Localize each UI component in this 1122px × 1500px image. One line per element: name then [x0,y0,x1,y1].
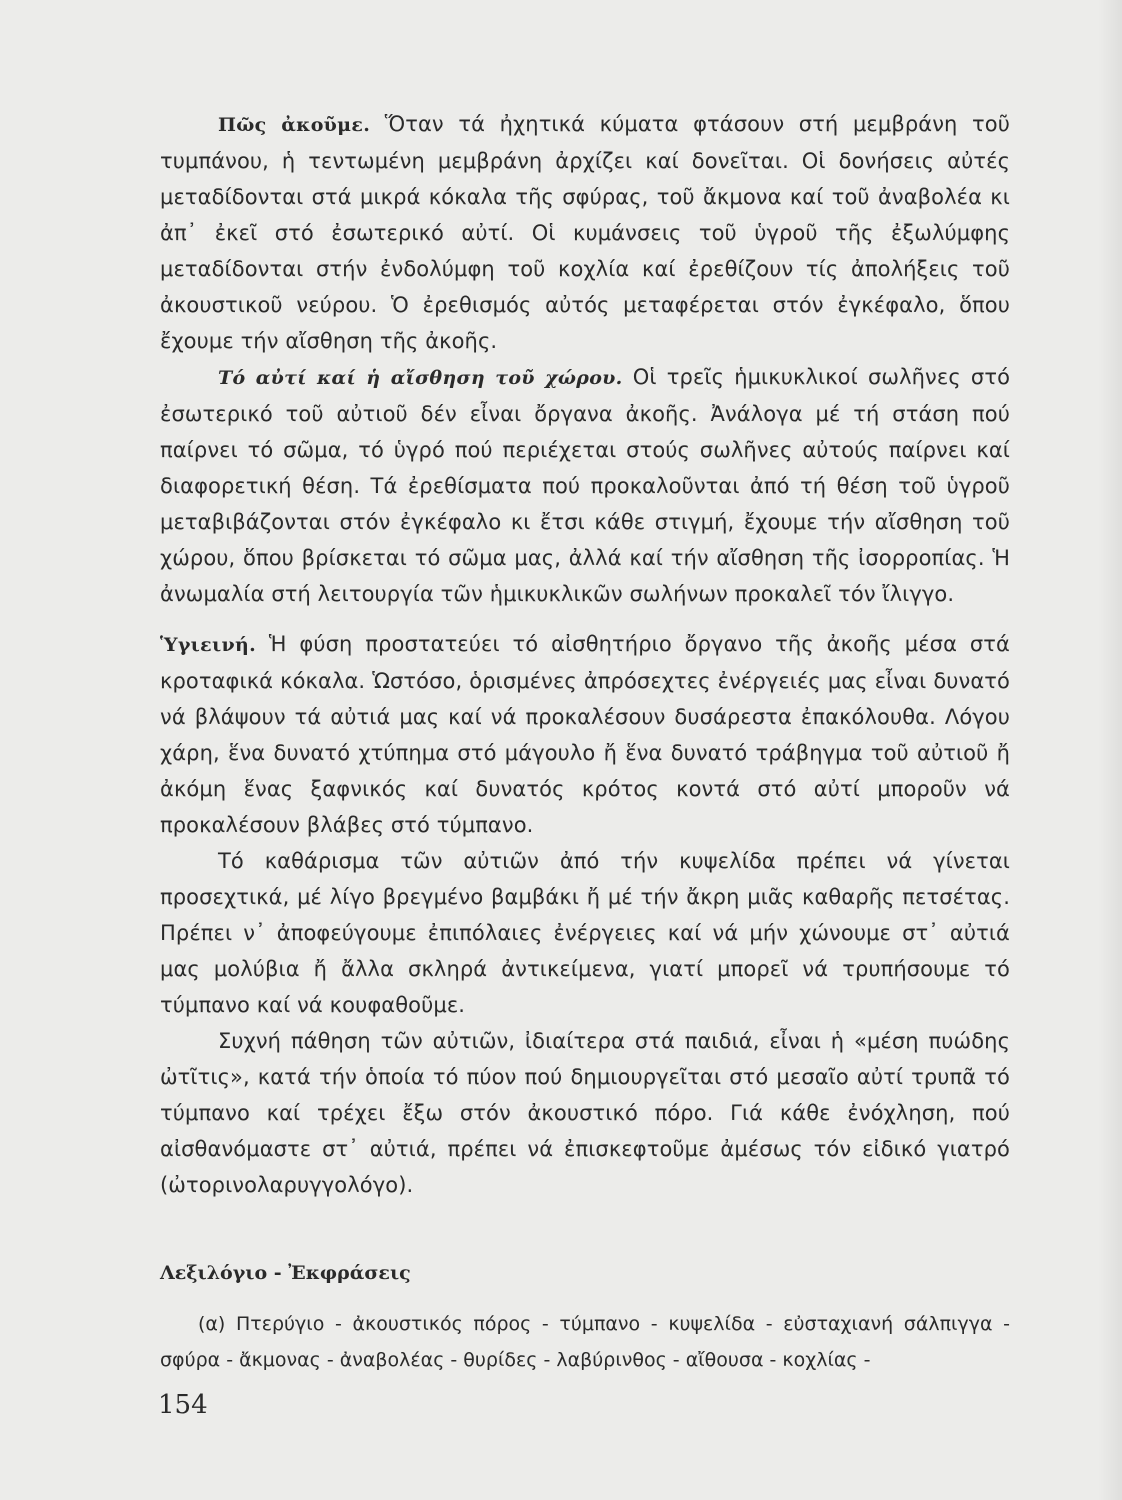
vocabulary-item-a: (α) Πτερύγιο - ἀκουστικός πόρος - τύμπανο - κυψελίδα - εὐσταχιανή σάλπιγγα - σφύρα - ἄκμονας - ἀναβολέας - θυρίδες - λαβύρινθος - αἴθουσα - κοχλίας - [160,1313,1010,1371]
paragraph-otitis: Συχνή πάθηση τῶν αὐτιῶν, ἰδιαίτερα στά παιδιά, εἶναι ἡ «μέση πυώδης ὠτῖτις», κατά τήν ὁποία τό πύον πού δημιουργεῖται στό μεσαῖο αὐτί τρυπᾶ τό τύμπανο καί τρέχει ἔξω στόν ἀκουστικό πόρο. Γιά κάθε ἐνόχληση, πού αἰσθανόμαστε στ᾽ αὐτιά, πρέπει νά ἐπισκεφτοῦμε ἀμέσως τόν εἰδικό γιατρό (ὠτορινολαρυγγολόγο). [160,1029,1010,1197]
paragraph-ear-cleaning: Τό καθάρισμα τῶν αὐτιῶν ἀπό τήν κυψελίδα πρέπει νά γίνεται προσεχτικά, μέ λίγο βρεγμένο βαμβάκι ἤ μέ τήν ἄκρη μιᾶς καθαρῆς πετσέτας. Πρέπει ν᾽ ἀποφεύγουμε ἐπιπόλαιες ἐνέργειες καί νά μήν χώνουμε στ᾽ αὐτιά μας μολύβια ἤ ἄλλα σκληρά ἀντικείμενα, γιατί μπορεῖ νά τρυπήσουμε τό τύμπανο καί νά κουφαθοῦμε. [160,849,1010,1017]
paragraph-hygiene [160,626,1010,843]
body-text [160,106,1010,1203]
text-ear-and-space: Οἱ τρεῖς ἡμικυκλικοί σωλῆνες στό ἐσωτερικό τοῦ αὐτιοῦ δέν εἶναι ὄργανα ἀκοῆς. Ἀνάλογα μέ τή στάση πού παίρνει τό σῶμα, τό ὑγρό πού περιέχεται στούς σωλῆνες αὐτούς παίρνει καί διαφορετική θέση. Τά ἐρεθίσματα πού προκαλοῦνται ἀπό τή θέση τοῦ ὑγροῦ μεταβιβάζονται στόν ἐγκέφαλο κι ἔτσι κάθε στιγμή, ἔχουμε τήν αἴσθηση τοῦ χώρου, ὅπου βρίσκεται τό σῶμα μας, ἀλλά καί τήν αἴσθηση τῆς ἰσορροπίας. Ἡ ἀνωμαλία στή λειτουργία τῶν ἡμικυκλικῶν σωλήνων προκαλεῖ τόν ἴλιγγο. [160,365,1011,606]
paragraph-ear-and-space [160,359,1010,612]
text-how-we-hear: Ὅταν τά ἠχητικά κύματα φτάσουν στή μεμβράνη τοῦ τυμπάνου, ἡ τεντωμένη μεμβράνη ἀρχίζει καί δονεῖται. Οἱ δονήσεις αὐτές μεταδίδονται στά μικρά κόκαλα τῆς σφύρας, τοῦ ἄκμονα καί τοῦ ἀναβολέα κι ἀπ᾽ ἐκεῖ στό ἐσωτερικό αὐτί. Οἱ κυμάνσεις τοῦ ὑγροῦ τῆς ἐξωλύμφης μεταδίδονται στήν ἐνδολύμφη τοῦ κοχλία καί ἐρεθίζουν τίς ἀπολήξεις τοῦ ἀκουστικοῦ νεύρου. Ὁ ἐρεθισμός αὐτός μεταφέρεται στόν ἐγκέφαλο, ὅπου ἔχουμε τήν αἴσθηση τῆς ἀκοῆς. [160,112,1010,353]
heading-hygiene: Ὑγιεινή. [160,634,257,656]
heading-ear-and-space: Τό αὐτί καί ἡ αἴσθηση τοῦ χώρου. [218,367,623,389]
text-hygiene: Ἡ φύση προστατεύει τό αἰσθητήριο ὄργανο τῆς ἀκοῆς μέσα στά κροταφικά κόκαλα. Ὡστόσο, ὁρισμένες ἀπρόσεχτες ἐνέργειές μας εἶναι δυνατό νά βλάψουν τά αὐτιά μας καί νά προκαλέσουν δυσάρεστα ἐπακόλουθα. Λόγου χάρη, ἕνα δυνατό χτύπημα στό μάγουλο ἤ ἕνα δυνατό τράβηγμα τοῦ αὐτιοῦ ἤ ἀκόμη ἕνας ξαφνικός καί δυνατός κρότος κοντά στό αὐτί μποροῦν νά προκαλέσουν βλάβες στό τύμπανο. [160,632,1010,837]
heading-how-we-hear: Πῶς ἀκοῦμε. [218,114,371,136]
scan-edge-shadow [1098,0,1122,1500]
paragraph-how-we-hear [160,106,1010,359]
vocabulary-title: Λεξιλόγιο - Ἐκφράσεις [160,1262,411,1284]
page-number: 154 [158,1390,208,1420]
